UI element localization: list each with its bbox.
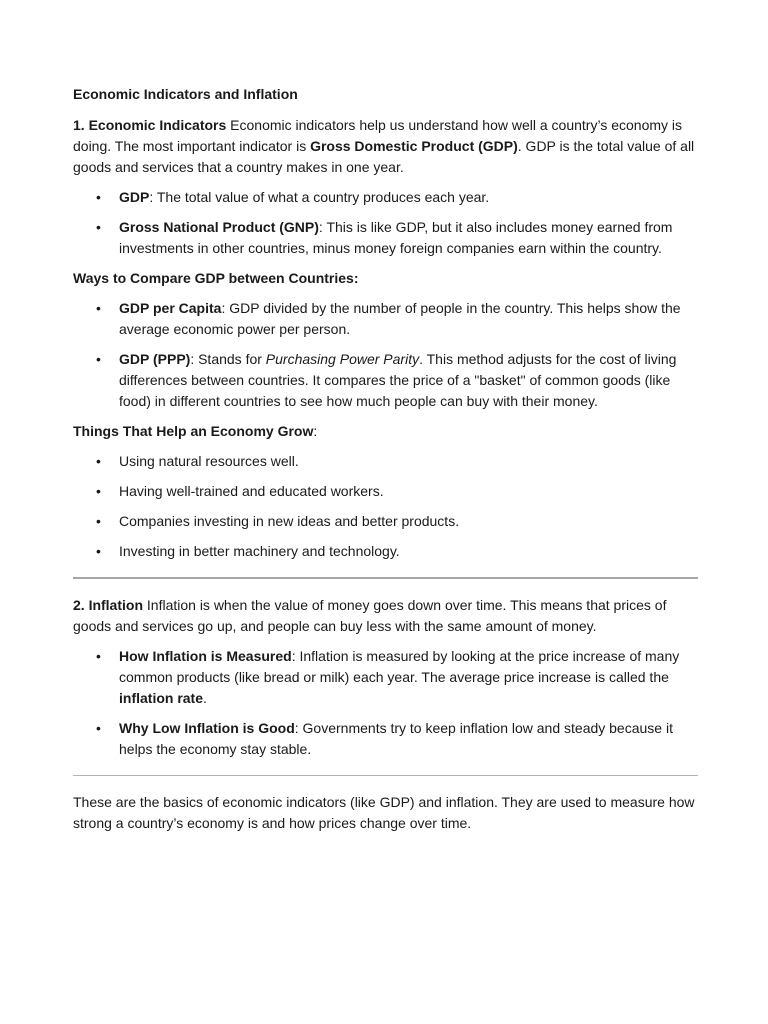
section1-intro-text-b: . GDP is the total value of all goods and services that a country makes in one year.	[73, 138, 695, 175]
list-item	[73, 718, 698, 760]
bullet-icon: •	[96, 189, 101, 205]
list-item-text-b: .	[203, 690, 207, 706]
section1-intro-text-a: Economic indicators help us understand how well a country’s economy is doing. The most important indicator is	[73, 117, 683, 154]
list-item-text: : Governments try to keep inflation low and steady because it helps the economy stay stable.	[119, 720, 673, 757]
list-item-text: Having well-trained and educated workers.	[119, 483, 384, 499]
section1-intro-bold: Gross Domestic Product (GDP)	[310, 138, 518, 154]
bullet-icon: •	[96, 483, 101, 499]
list-item	[73, 349, 698, 412]
grow-list	[73, 451, 698, 562]
grow-heading-text: Things That Help an Economy Grow	[73, 423, 314, 439]
bullet-icon: •	[96, 453, 101, 469]
bullet-icon: •	[96, 648, 101, 664]
section1-intro	[73, 115, 698, 178]
list-item-text-b: . This method adjusts for the cost of living differences between countries. It compares the price of a "basket" of common goods (like food) in different countries to see how much people can buy with their money.	[119, 351, 677, 409]
document-title: Economic Indicators and Inflation	[73, 86, 298, 102]
section2-intro	[73, 595, 698, 637]
list-item	[73, 187, 698, 208]
bullet-icon: •	[96, 513, 101, 529]
list-item	[73, 646, 698, 709]
bullet-icon: •	[96, 300, 101, 316]
list-item-term: Gross National Product (GNP)	[119, 219, 319, 235]
list-item-term: GDP (PPP)	[119, 351, 191, 367]
section-divider	[73, 775, 698, 776]
list-item-term: GDP per Capita	[119, 300, 222, 316]
list-item-text: : GDP divided by the number of people in the country. This helps show the average economic power per person.	[119, 300, 681, 337]
section1-heading: 1. Economic Indicators	[73, 117, 227, 133]
indicator-list	[73, 187, 698, 259]
grow-heading-colon: :	[313, 423, 318, 439]
bullet-icon: •	[96, 543, 101, 559]
bullet-icon: •	[96, 351, 101, 367]
bullet-icon: •	[96, 219, 101, 235]
grow-heading	[73, 421, 698, 442]
section2-heading: 2. Inflation	[73, 597, 143, 613]
list-item-text: Investing in better machinery and technology.	[119, 543, 400, 559]
conclusion-paragraph: These are the basics of economic indicators (like GDP) and inflation. They are used to measure how strong a country’s economy is and how prices change over time.	[73, 794, 695, 831]
list-item-term: How Inflation is Measured	[119, 648, 292, 664]
list-item-term: Why Low Inflation is Good	[119, 720, 295, 736]
list-item	[73, 217, 698, 259]
list-item-text-a: : Inflation is measured by looking at the price increase of many common products (like bread or milk) each year. The average price increase is called the	[119, 648, 680, 685]
list-item-text: Companies investing in new ideas and better products.	[119, 513, 460, 529]
list-item	[73, 541, 698, 562]
inflation-list	[73, 646, 698, 760]
list-item	[73, 298, 698, 340]
compare-heading: Ways to Compare GDP between Countries:	[73, 270, 359, 286]
list-item-bold: inflation rate	[119, 690, 204, 706]
list-item-text-a: : Stands for	[190, 351, 266, 367]
list-item-text: Using natural resources well.	[119, 453, 299, 469]
section-divider	[73, 577, 698, 579]
list-item-term: GDP	[119, 189, 150, 205]
list-item-text: : The total value of what a country produces each year.	[149, 189, 490, 205]
compare-list	[73, 298, 698, 412]
list-item-text: : This is like GDP, but it also includes money earned from investments in other countries, minus money foreign companies earn within the country.	[119, 219, 673, 256]
section2-intro-text: Inflation is when the value of money goes down over time. This means that prices of goods and services go up, and people can buy less with the same amount of money.	[73, 597, 667, 634]
list-item	[73, 451, 698, 472]
list-item	[73, 481, 698, 502]
bullet-icon: •	[96, 720, 101, 736]
list-item-italic: Purchasing Power Parity	[265, 351, 420, 367]
list-item	[73, 511, 698, 532]
document-page	[73, 84, 698, 843]
